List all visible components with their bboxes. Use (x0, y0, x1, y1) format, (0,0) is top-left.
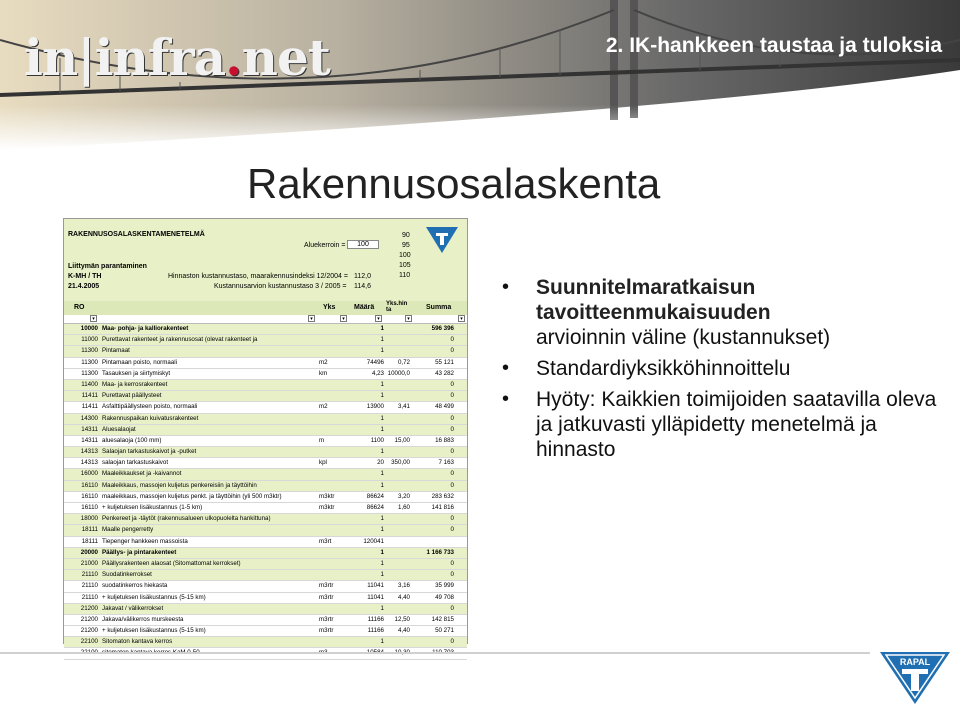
cell-maara: 1 (380, 470, 384, 478)
cell-maara: 1 (380, 425, 384, 433)
table-row (64, 481, 467, 492)
bullet-text: Standardiyksikköhinnoittelu (536, 357, 791, 380)
cell-maara: 1 (380, 638, 384, 646)
table-row (64, 525, 467, 536)
cell-code: 21200 (80, 627, 98, 635)
cell-hinta: 3,20 (397, 492, 410, 500)
table-row (64, 402, 467, 413)
table-row (64, 548, 467, 559)
sheet-title: RAKENNUSOSALASKENTAMENETELMÄ (68, 231, 205, 238)
cell-yks: m3rtr (319, 582, 334, 590)
table-row (64, 570, 467, 581)
cell-code: 18111 (81, 526, 98, 534)
cell-code: 16110 (81, 481, 98, 489)
cell-code: 14311 (81, 436, 98, 444)
cell-maara: 11166 (367, 627, 384, 635)
table-row (64, 414, 467, 425)
cell-summa: 16 883 (435, 436, 454, 444)
cell-summa: 55 121 (435, 358, 454, 366)
col-maara: Määrä (354, 304, 375, 311)
cell-summa: 0 (450, 414, 454, 422)
project-code: K-MH / TH (68, 273, 102, 280)
side-value: 100 (399, 252, 411, 259)
cell-maara: 120041 (363, 537, 384, 545)
cell-name: Jakava/välikerros murskeesta (102, 615, 184, 623)
cell-code: 18000 (80, 515, 98, 523)
cell-code: 21200 (80, 604, 98, 612)
page-title: Rakennusosalaskenta (247, 160, 661, 207)
cell-yks: kpl (319, 459, 327, 467)
sheet-header (64, 219, 467, 301)
table-row (64, 637, 467, 648)
table-row (64, 581, 467, 592)
ininfra-logo: in|infra.net (24, 28, 330, 87)
cell-name: Maalle pengerretty (102, 526, 154, 534)
cell-name: Päällys- ja pintarakenteet (102, 548, 177, 556)
cell-code: 10000 (80, 325, 98, 332)
table-row (64, 626, 467, 637)
cell-code: 22100 (80, 638, 98, 646)
cell-name: Suodatinkerrokset (102, 571, 152, 579)
cell-maara: 1 (380, 548, 384, 556)
cell-code: 14313 (80, 448, 98, 456)
cell-yks: m3rtr (319, 615, 334, 623)
index-label: Hinnaston kustannustaso, maarakennusindeksi 12/2004 = (168, 273, 348, 280)
bullet-item (500, 356, 940, 381)
bullet-list (500, 275, 940, 468)
cell-summa: 0 (450, 425, 454, 433)
table-row (64, 346, 467, 357)
cell-maara: 1 (380, 448, 384, 456)
cell-hinta: 12,50 (394, 615, 410, 623)
header-banner (0, 0, 960, 150)
cell-name: Sitomaton kantava kerros (102, 638, 173, 646)
bullet-text: Hyöty: Kaikkien toimijoiden saatavilla oleva ja jatkuvasti ylläpidetty menetelmä ja hinnasto (536, 388, 937, 461)
cell-hinta: 1,60 (397, 504, 410, 511)
cell-maara: 1 (380, 604, 384, 612)
cell-maara: 1 (380, 336, 384, 344)
cell-maara: 4,23 (371, 369, 384, 377)
cell-code: 11411 (81, 392, 98, 400)
filter-dropdown-icon[interactable]: ▾ (375, 315, 382, 322)
cell-maara: 11166 (367, 615, 384, 623)
cell-code: 11300 (81, 369, 98, 377)
cell-summa: 596 396 (431, 325, 454, 332)
cell-summa: 0 (450, 515, 454, 523)
cell-maara: 1 (380, 481, 384, 489)
cell-name: Jakavat / välikerrokset (102, 604, 164, 612)
cell-maara: 11041 (367, 582, 384, 590)
table-row (64, 559, 467, 570)
side-value: 110 (399, 272, 411, 279)
aluekerroin-label: Aluekerroin = (304, 242, 346, 249)
table-row (64, 358, 467, 369)
cell-maara: 86624 (366, 492, 384, 500)
cell-code: 14311 (81, 425, 98, 433)
cell-name: Purettavat päällysteet (102, 392, 162, 400)
cell-code: 11400 (81, 380, 98, 388)
cell-name: + kuljetuksen lisäkustannus (5-15 km) (102, 627, 206, 635)
table-row (64, 492, 467, 503)
cell-code: 21200 (80, 615, 98, 623)
cell-summa: 49 708 (435, 593, 454, 601)
cell-maara: 1 (380, 347, 384, 355)
cell-name: suodatinkerros hiekasta (102, 582, 168, 590)
cell-hinta: 3,16 (397, 582, 410, 590)
cell-name: Rakennuspaikan kuivatusrakenteet (102, 414, 199, 422)
cell-name: Tiepenger hankkeen massoista (102, 537, 188, 545)
filter-dropdown-icon[interactable]: ▾ (405, 315, 412, 322)
cell-hinta: 4,40 (397, 627, 410, 635)
spreadsheet-screenshot (63, 218, 468, 644)
cell-code: 14300 (80, 414, 98, 422)
col-hinta: Yks.hin ta (386, 301, 408, 313)
cell-hinta: 0,72 (397, 358, 410, 366)
col-summa: Summa (426, 304, 452, 311)
col-ro: RO (74, 304, 85, 311)
filter-dropdown-icon[interactable]: ▾ (308, 315, 315, 322)
footer-divider (0, 652, 870, 654)
cell-summa: 0 (450, 526, 454, 534)
aluekerroin-value: 100 (347, 240, 379, 249)
cell-summa: 0 (450, 336, 454, 344)
cell-code: 21000 (80, 559, 98, 567)
cell-hinta: 3,41 (397, 403, 410, 411)
cell-yks: m3rtr (319, 627, 334, 635)
sheet-rows (64, 324, 467, 660)
cell-name: Purettavat rakenteet ja rakennusosat (olevat rakenteet ja (102, 336, 258, 344)
project-date: 21.4.2005 (68, 283, 100, 290)
cell-code: 11000 (81, 336, 98, 344)
cell-name: Maaleikkaus, massojen kuljetus penkereisiin ja täyttöihin (102, 481, 257, 489)
cell-hinta: 10000,0 (387, 369, 410, 377)
bullet-item (500, 387, 940, 462)
cell-summa: 0 (450, 481, 454, 489)
rapal-logo-text: RAPAL (899, 657, 931, 667)
cell-name: Tasauksen ja siirtymiskyt (102, 369, 171, 377)
cell-summa: 50 271 (435, 627, 454, 635)
cell-yks: m3rt (319, 537, 332, 545)
cell-maara: 74496 (366, 358, 384, 366)
cell-name: Pintamaan poisto, normaali (102, 358, 177, 366)
level-value: 114,6 (354, 283, 371, 290)
cell-name: Penkereet ja -täytöt (rakennusalueen ulkopuolelta hankittuna) (102, 515, 271, 523)
table-row (64, 391, 467, 402)
side-value: 105 (399, 262, 411, 269)
cell-code: 11411 (81, 403, 98, 411)
cell-summa: 142 815 (431, 615, 454, 623)
table-row (64, 447, 467, 458)
cell-name: + kuljetuksen lisäkustannus (5-15 km) (102, 593, 206, 601)
cell-name: salaojan tarkastuskaivot (102, 459, 169, 467)
cell-hinta: 350,00 (391, 459, 410, 467)
cell-maara: 13900 (366, 403, 384, 411)
cell-hinta: 4,40 (397, 593, 410, 601)
cell-summa: 0 (450, 392, 454, 400)
cell-summa: 43 282 (435, 369, 454, 377)
cell-name: Päällysrakenteen alaosat (Sitomattomat kerrokset) (102, 559, 241, 567)
cell-maara: 1100 (370, 436, 384, 444)
table-row (64, 425, 467, 436)
cell-summa: 0 (450, 559, 454, 567)
cell-maara: 1 (380, 559, 384, 567)
cell-maara: 1 (380, 392, 384, 400)
table-row (64, 648, 467, 659)
table-row (64, 369, 467, 380)
cell-name: Pintamaat (102, 347, 130, 355)
cell-maara: 20 (377, 459, 384, 467)
side-value: 90 (402, 232, 410, 239)
cell-yks: m3rtr (319, 593, 334, 601)
table-row (64, 604, 467, 615)
cell-summa: 0 (450, 347, 454, 355)
cell-code: 16000 (80, 470, 98, 478)
table-row (64, 380, 467, 391)
cell-yks: m3ktr (319, 504, 335, 511)
cell-code: 11300 (81, 358, 98, 366)
cell-maara: 1 (380, 380, 384, 388)
cell-summa: 283 632 (431, 492, 454, 500)
cell-name: Aluesalaojat (102, 425, 136, 433)
cell-summa: 0 (450, 380, 454, 388)
cell-name: Asfalttipäällysteen poisto, normaali (102, 403, 198, 411)
filter-row (64, 315, 467, 324)
cell-yks: m3ktr (319, 492, 335, 500)
cell-code: 16110 (81, 492, 98, 500)
sheet-column-header (64, 301, 467, 316)
table-row (64, 514, 467, 525)
cell-maara: 11041 (367, 593, 384, 601)
filter-dropdown-icon[interactable]: ▾ (90, 315, 97, 322)
table-row (64, 503, 467, 514)
cell-summa: 0 (450, 604, 454, 612)
rapal-sheet-logo-icon (424, 225, 460, 255)
cell-summa: 0 (450, 448, 454, 456)
cell-name: maaleikkaus, massojen kuljetus penkt. ja täyttöihin (yli 500 m3ktr) (102, 492, 282, 500)
cell-yks: km (319, 369, 328, 377)
table-row (64, 335, 467, 346)
cell-name: aluesalaoja (100 mm) (102, 436, 162, 444)
bullet-item (500, 275, 940, 350)
filter-dropdown-icon[interactable]: ▾ (340, 315, 347, 322)
cell-code: 21110 (81, 571, 98, 579)
cell-code: 21110 (81, 593, 98, 601)
table-row (64, 436, 467, 447)
cell-name: Maa- pohja- ja kalliorakenteet (102, 325, 189, 332)
filter-dropdown-icon[interactable]: ▾ (458, 315, 465, 322)
cell-code: 14313 (80, 459, 98, 467)
cell-yks: m2 (319, 358, 328, 366)
cell-summa: 48 499 (435, 403, 454, 411)
cell-code: 21110 (81, 582, 98, 590)
table-row (64, 458, 467, 469)
cell-maara: 1 (380, 571, 384, 579)
cell-maara: 1 (380, 325, 384, 332)
cell-summa: 0 (450, 571, 454, 579)
cell-maara: 1 (380, 515, 384, 523)
cell-maara: 1 (380, 526, 384, 534)
table-row (64, 593, 467, 604)
table-row (64, 615, 467, 626)
table-row (64, 324, 467, 335)
cell-maara: 86624 (366, 504, 384, 511)
bullet-bold-text: Suunnitelmaratkaisun tavoitteenmukaisuuden (536, 276, 771, 324)
cell-summa: 7 163 (438, 459, 454, 467)
table-row (64, 469, 467, 480)
cell-name: + kuljetuksen lisäkustannus (1-5 km) (102, 504, 203, 511)
cell-summa: 0 (450, 638, 454, 646)
cell-yks: m (319, 436, 325, 444)
cell-name: Salaojan tarkastuskaivot ja -putket (102, 448, 197, 456)
col-yks: Yks (323, 304, 336, 311)
cell-hinta: 15,00 (394, 436, 410, 444)
cell-code: 11300 (81, 347, 98, 355)
cell-summa: 0 (450, 470, 454, 478)
cell-code: 16110 (81, 504, 98, 511)
cell-summa: 141 816 (431, 504, 454, 511)
table-row (64, 537, 467, 548)
cell-name: Maaleikkaukset ja -kaivannot (102, 470, 182, 478)
cell-code: 18111 (81, 537, 98, 545)
project-name: Liittymän parantaminen (68, 263, 147, 270)
rapal-logo-icon (878, 648, 952, 706)
cell-summa: 1 166 733 (426, 548, 454, 556)
cell-yks: m2 (319, 403, 328, 411)
side-value: 95 (402, 242, 410, 249)
index-value: 112,0 (354, 273, 371, 280)
cell-summa: 35 999 (435, 582, 454, 590)
cell-name: Maa- ja kerrosrakenteet (102, 380, 168, 388)
bullet-text: arvioinnin väline (kustannukset) (536, 326, 831, 349)
level-label: Kustannusarvion kustannustaso 3 / 2005 = (214, 283, 347, 290)
cell-code: 20000 (80, 548, 98, 556)
section-title: 2. IK-hankkeen taustaa ja tuloksia (605, 34, 942, 57)
cell-maara: 1 (380, 414, 384, 422)
